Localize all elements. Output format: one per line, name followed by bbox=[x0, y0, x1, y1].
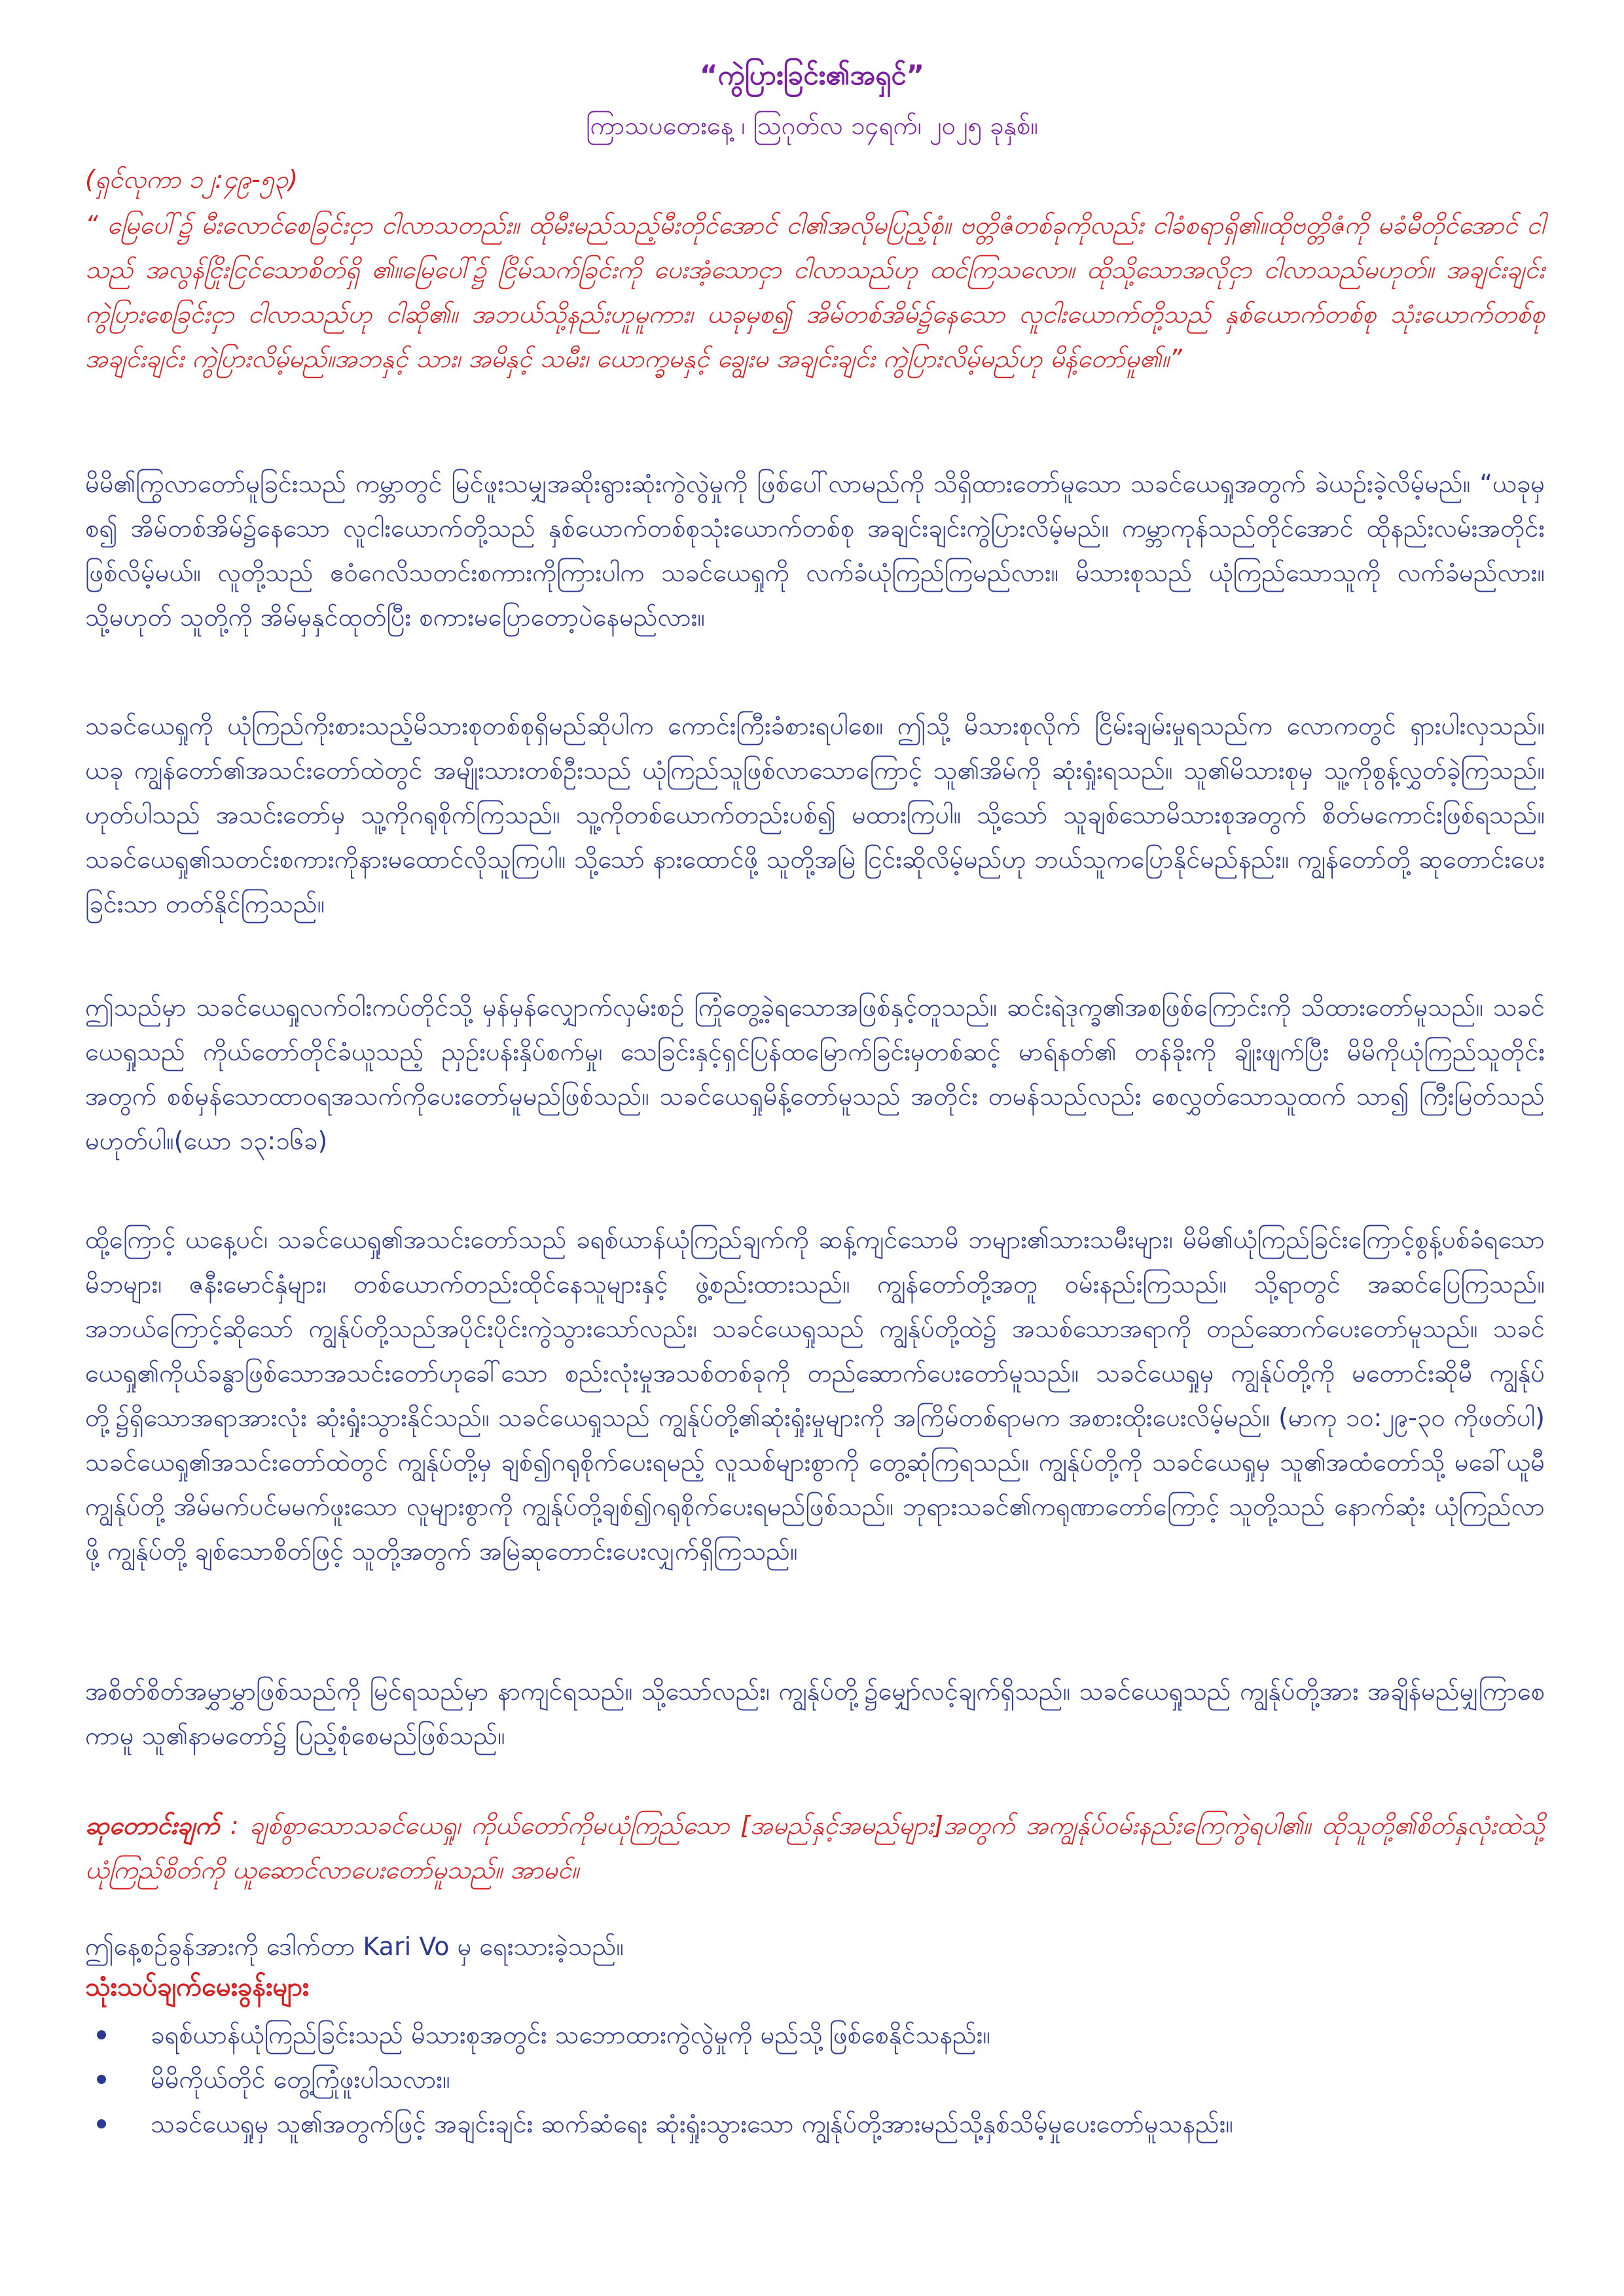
prayer-separator: : bbox=[219, 1811, 250, 1840]
reflection-questions bbox=[85, 2013, 1545, 2146]
reflection-question bbox=[85, 2102, 1545, 2146]
body-paragraph-4: ထို့ကြောင့် ယနေ့ပင်၊ သခင်ယေရှု၏အသင်းတော်သည် ခရစ်ယာန်ယုံကြည်ချက်ကို ဆန့်ကျင်သောမိ ဘများ၏သားသမီးများ၊ မိမိ၏ယုံကြည်ခြင်းကြောင့်စွန့်ပစ်ခံရသောမိဘများ၊ ဇနီးမောင်နှံများ၊ တစ်ယောက်တည်းထိုင်နေသူများနှင့် ဖွဲ့စည်းထားသည်။ ကျွန်တော်တို့အတူ ဝမ်းနည်းကြသည်။ သို့ရာတွင် အဆင်ပြေကြသည်။ အဘယ်ကြောင့်ဆိုသော် ကျွန်ုပ်တို့သည်အပိုင်းပိုင်းကွဲသွားသော်လည်း၊ သခင်ယေရှုသည် ကျွန်ုပ်တို့ထဲ၌ အသစ်သောအရာကို တည်ဆောက်ပေးတော်မူသည်။ သခင်ယေရှု၏ကိုယ်ခန္ဓာဖြစ်သောအသင်းတော်ဟုခေါ်သော စည်းလုံးမှုအသစ်တစ်ခုကို တည်ဆောက်ပေးတော်မူသည်။ သခင်ယေရှုမှ ကျွန်ုပ်တို့ကို မတောင်းဆိုမီ ကျွန်ုပ်တို့၌ရှိသောအရာအားလုံး ဆုံးရှုံးသွားနိုင်သည်။ သခင်ယေရှုသည် ကျွန်ုပ်တို့၏ဆုံးရှုံးမှုများကို အကြိမ်တစ်ရာမက အစားထိုးပေးလိမ့်မည်။ (မာကု ၁၀:၂၉-၃၀ ကိုဖတ်ပါ) သခင်ယေရှု၏အသင်းတော်ထဲတွင် ကျွန်ုပ်တို့မှ ချစ်၍ဂရုစိုက်ပေးရမည့် လူသစ်များစွာကို တွေ့ဆုံကြရသည်။ ကျွန်ုပ်တို့ကို သခင်ယေရှုမှ သူ၏အထံတော်သို့ မခေါ်ယူမီ ကျွန်ုပ်တို့ အိမ်မက်ပင်မမက်ဖူးသော လူများစွာကို ကျွန်ုပ်တို့ချစ်၍ဂရုစိုက်ပေးရမည်ဖြစ်သည်။ ဘုရားသခင်၏ကရုဏာတော်ကြောင့် သူတို့သည် နောက်ဆုံး ယုံကြည်လာဖို့ ကျွန်ုပ်တို့ ချစ်သောစိတ်ဖြင့် သူတို့အတွက် အမြဲဆုတောင်းပေးလျှက်ရှိကြသည်။ bbox=[85, 1225, 1545, 1566]
question-text: မိမိကိုယ်တိုင် တွေ့ကြုံဖူးပါသလား။ bbox=[151, 2065, 450, 2094]
scripture-text: “ မြေပေါ်၌ မီးလောင်စေခြင်းငှာ ငါလာသတည်း။ ထိုမီးမည်သည့်မီးတိုင်အောင် ငါ၏အလိုမပြည့်စုံ။ ဗတ္တိဇံတစ်ခုကိုလည်း ငါခံစရာရှိ၏။ထိုဗတ္တိဇံကို မခံမီတိုင်အောင် ငါသည် အလွန်ငြိုးငြင်သောစိတ်ရှိ ၏။မြေပေါ်၌ ငြိမ်သက်ခြင်းကို ပေးအံ့သောငှာ ငါလာသည်ဟု ထင်ကြသလော။ ထိုသို့သောအလိုငှာ ငါလာသည်မဟုတ်။ အချင်းချင်းကွဲပြားစေခြင်းငှာ ငါလာသည်ဟု ငါဆို၏။ အဘယ်သို့နည်းဟူမူကား၊ ယခုမှစ၍ အိမ်တစ်အိမ်၌နေသော လူငါးယောက်တို့သည် နှစ်ယောက်တစ်စု သုံးယောက်တစ်စု အချင်းချင်း ကွဲပြားလိမ့်မည်။အဘနှင့် သား၊ အမိနှင့် သမီး၊ ယောက္ခမနှင့် ချွေးမ အချင်းချင်း ကွဲပြားလိမ့်မည်ဟု မိန့်တော်မူ၏။” bbox=[85, 211, 1545, 373]
prayer bbox=[85, 1803, 1545, 1892]
body-paragraph-3: ဤသည်မှာ သခင်ယေရှုလက်ဝါးကပ်တိုင်သို့ မှန်မှန်လျှောက်လှမ်းစဉ် ကြုံတွေ့ခဲ့ရသောအဖြစ်နှင့်တူသည်။ ဆင်းရဲဒုက္ခ၏အစဖြစ်ကြောင်းကို သိထားတော်မူသည်။ သခင်ယေရှုသည် ကိုယ်တော်တိုင်ခံယူသည့် ညှဉ်းပန်းနှိပ်စက်မှု၊ သေခြင်းနှင့်ရှင်ပြန်ထမြောက်ခြင်းမှတစ်ဆင့် မာရ်နတ်၏ တန်ခိုးကို ချိုးဖျက်ပြီး မိမိကိုယုံကြည်သူတိုင်းအတွက် စစ်မှန်သောထာဝရအသက်ကိုပေးတော်မူမည်ဖြစ်သည်။ သခင်ယေရှုမိန့်တော်မူသည် အတိုင်း တမန်သည်လည်း စေလွှတ်သောသူထက် သာ၍ ကြီးမြတ်သည်မဟုတ်ပါ။(ယော ၁၃:၁၆ခ) bbox=[85, 993, 1545, 1155]
question-text: ခရစ်ယာန်ယုံကြည်ခြင်းသည် မိသားစုအတွင်း သဘောထားကွဲလွဲမှုကို မည်သို့ဖြစ်စေနိုင်သနည်း။ bbox=[151, 2020, 990, 2049]
body-paragraph-5: အစိတ်စိတ်အမွှာမွှာဖြစ်သည်ကို မြင်ရသည်မှာ နာကျင်ရသည်။ သို့သော်လည်း၊ ကျွန်ုပ်တို့၌မျှော်လင့်ချက်ရှိသည်။ သခင်ယေရှုသည် ကျွန်ုပ်တို့အား အချိန်မည်မျှကြာစေကာမူ သူ၏နာမတော်၌ ပြည့်စုံစေမည်ဖြစ်သည်။ bbox=[85, 1677, 1545, 1750]
page-title: “ကွဲပြားခြင်း၏အရှင်” bbox=[699, 59, 925, 91]
author-line: ဤနေ့စဉ်ခွန်အားကို ဒေါက်တာ Kari Vo မှ ရေးသားခဲ့သည်။ bbox=[85, 1932, 624, 1961]
reflection-title: သုံးသပ်ချက်မေးခွန်းများ bbox=[85, 1972, 310, 2002]
question-text: သခင်ယေရှုမှ သူ၏အတွက်ဖြင့် အချင်းချင်း ဆက်ဆံရေး ဆုံးရှုံးသွားသော ကျွန်ုပ်တို့အားမည်သို့နှစ်သိမ့်မှုပေးတော်မူသနည်း။ bbox=[151, 2109, 1233, 2138]
date-line: ကြာသပတေးနေ့ ၊ သြဂုတ်လ ၁၄ရက်၊ ၂၀၂၅ ခုနှစ်။ bbox=[586, 111, 1038, 140]
bullet-icon bbox=[97, 2075, 106, 2084]
reflection-question bbox=[85, 2057, 1545, 2102]
reflection-question bbox=[85, 2013, 1545, 2057]
bullet-icon bbox=[97, 2119, 106, 2128]
bullet-icon bbox=[97, 2030, 106, 2039]
prayer-label: ဆုတောင်းချက် bbox=[85, 1811, 220, 1840]
body-paragraph-2: သခင်ယေရှုကို ယုံကြည်ကိုးစားသည့်မိသားစုတစ်စုရှိမည်ဆိုပါက ကောင်းကြီးခံစားရပါစေ။ ဤသို့ မိသားစုလိုက် ငြိမ်းချမ်းမှုရသည်က လောကတွင် ရှားပါးလှသည်။ ယခု ကျွန်တော်၏အသင်းတော်ထဲတွင် အမျိုးသားတစ်ဦးသည် ယုံကြည်သူဖြစ်လာသောကြောင့် သူ၏အိမ်ကို ဆုံးရှုံးရသည်။ သူ၏မိသားစုမှ သူ့ကိုစွန့်လွှတ်ခဲ့ကြသည်။ ဟုတ်ပါသည် အသင်းတော်မှ သူ့ကိုဂရုစိုက်ကြသည်။ သူ့ကိုတစ်ယောက်တည်းပစ်၍ မထားကြပါ။ သို့သော် သူချစ်သောမိသားစုအတွက် စိတ်မကောင်းဖြစ်ရသည်။ သခင်ယေရှု၏သတင်းစကားကိုနားမထောင်လိုသူကြပါ။ သို့သော် နားထောင်ဖို့ သူတို့အမြဲ ငြင်းဆိုလိမ့်မည်ဟု ဘယ်သူကပြောနိုင်မည်နည်း။ ကျွန်တော်တို့ ဆုတောင်းပေးခြင်းသာ တတ်နိုင်ကြသည်။ bbox=[85, 711, 1545, 918]
scripture-reference: (ရှင်လုကာ ၁၂:၄၉-၅၃) bbox=[85, 165, 298, 194]
prayer-text: ချစ်စွာသောသခင်ယေရှု၊ ကိုယ်တော်ကိုမယုံကြည်သော [အမည်နှင့်အမည်များ]အတွက် အကျွန်ုပ်ဝမ်းနည်းကြေကွဲရပါ၏။ ထိုသူတို့၏စိတ်နှလုံးထဲသို့ ယုံကြည်စိတ်ကို ယူဆောင်လာပေးတော်မူသည်။ အာမင်။ bbox=[85, 1811, 1545, 1884]
body-paragraph-1: မိမိ၏ကြွလာတော်မူခြင်းသည် ကမ္ဘာတွင် မြင်ဖူးသမျှအဆိုးရွားဆုံးကွဲလွဲမှုကို ဖြစ်ပေါ်လာမည်ကို သိရှိထားတော်မူသော သခင်ယေရှုအတွက် ခဲယဉ်းခဲ့လိမ့်မည်။ “ယခုမှစ၍ အိမ်တစ်အိမ်၌နေသော လူငါးယောက်တို့သည် နှစ်ယောက်တစ်စုသုံးယောက်တစ်စု အချင်းချင်းကွဲပြားလိမ့်မည်။ ကမ္ဘာကုန်သည်တိုင်အောင် ထိုနည်းလမ်းအတိုင်းဖြစ်လိမ့်မယ်။ လူတို့သည် ဧဝံဂေလိသတင်းစကားကိုကြားပါက သခင်ယေရှုကို လက်ခံယုံကြည်ကြမည်လား။ မိသားစုသည် ယုံကြည်သောသူကို လက်ခံမည်လား။ သို့မဟုတ် သူတို့ကို အိမ်မှနှင်ထုတ်ပြီး စကားမပြောတော့ပဲနေမည်လား။ bbox=[85, 469, 1545, 632]
